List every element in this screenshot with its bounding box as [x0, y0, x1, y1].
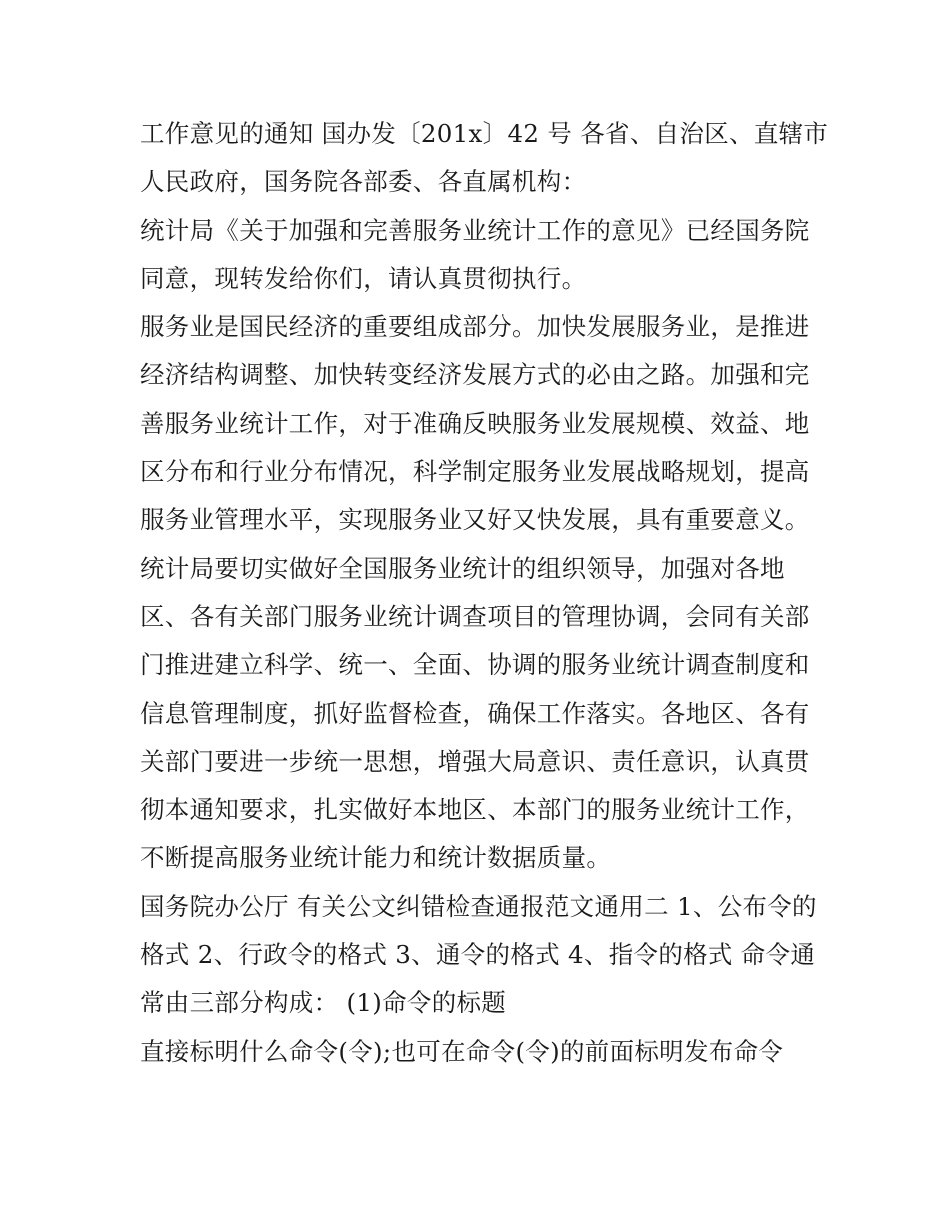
text-line: 统计局要切实做好全国服务业统计的组织领导，加强对各地	[140, 553, 785, 583]
text-line: 人民政府，国务院各部委、各直属机构：	[140, 167, 587, 197]
text-line: 国务院办公厅 有关公文纠错检查通报范文通用二 1、公布令的	[140, 891, 817, 921]
text-line: 门推进建立科学、统一、全面、协调的服务业统计调查制度和	[140, 650, 810, 680]
text-line: 关部门要进一步统一思想，增强大局意识、责任意识，认真贯	[140, 746, 810, 776]
text-line: 彻本通知要求，扎实做好本地区、本部门的服务业统计工作，	[140, 795, 810, 825]
text-line: 区、各有关部门服务业统计调查项目的管理协调，会同有关部	[140, 601, 810, 631]
text-line: 服务业是国民经济的重要组成部分。加快发展服务业，是推进	[140, 312, 810, 342]
text-line: 格式 2、行政令的格式 3、通令的格式 4、指令的格式 命令通	[140, 940, 816, 970]
text-line: 区分布和行业分布情况，科学制定服务业发展战略规划，提高	[140, 457, 810, 487]
text-line: 信息管理制度，抓好监督检查，确保工作落实。各地区、各有	[140, 698, 810, 728]
text-line: 同意，现转发给你们，请认真贯彻执行。	[140, 263, 587, 293]
text-line: 工作意见的通知 国办发〔201x〕42 号 各省、自治区、直辖市	[140, 119, 829, 148]
text-line: 常由三部分构成： (1)命令的标题	[140, 988, 507, 1018]
text-line: 善服务业统计工作，对于准确反映服务业发展规模、效益、地	[140, 408, 810, 438]
text-line: 不断提高服务业统计能力和统计数据质量。	[140, 843, 612, 873]
text-line: 服务业管理水平，实现服务业又好又快发展，具有重要意义。	[140, 505, 810, 535]
text-line: 直接标明什么命令(令);也可在命令(令)的前面标明发布命令	[140, 1036, 784, 1066]
text-line: 统计局《关于加强和完善服务业统计工作的意见》已经国务院	[140, 215, 810, 245]
document-body	[140, 110, 829, 1076]
text-line: 经济结构调整、加快转变经济发展方式的必由之路。加强和完	[140, 360, 810, 390]
